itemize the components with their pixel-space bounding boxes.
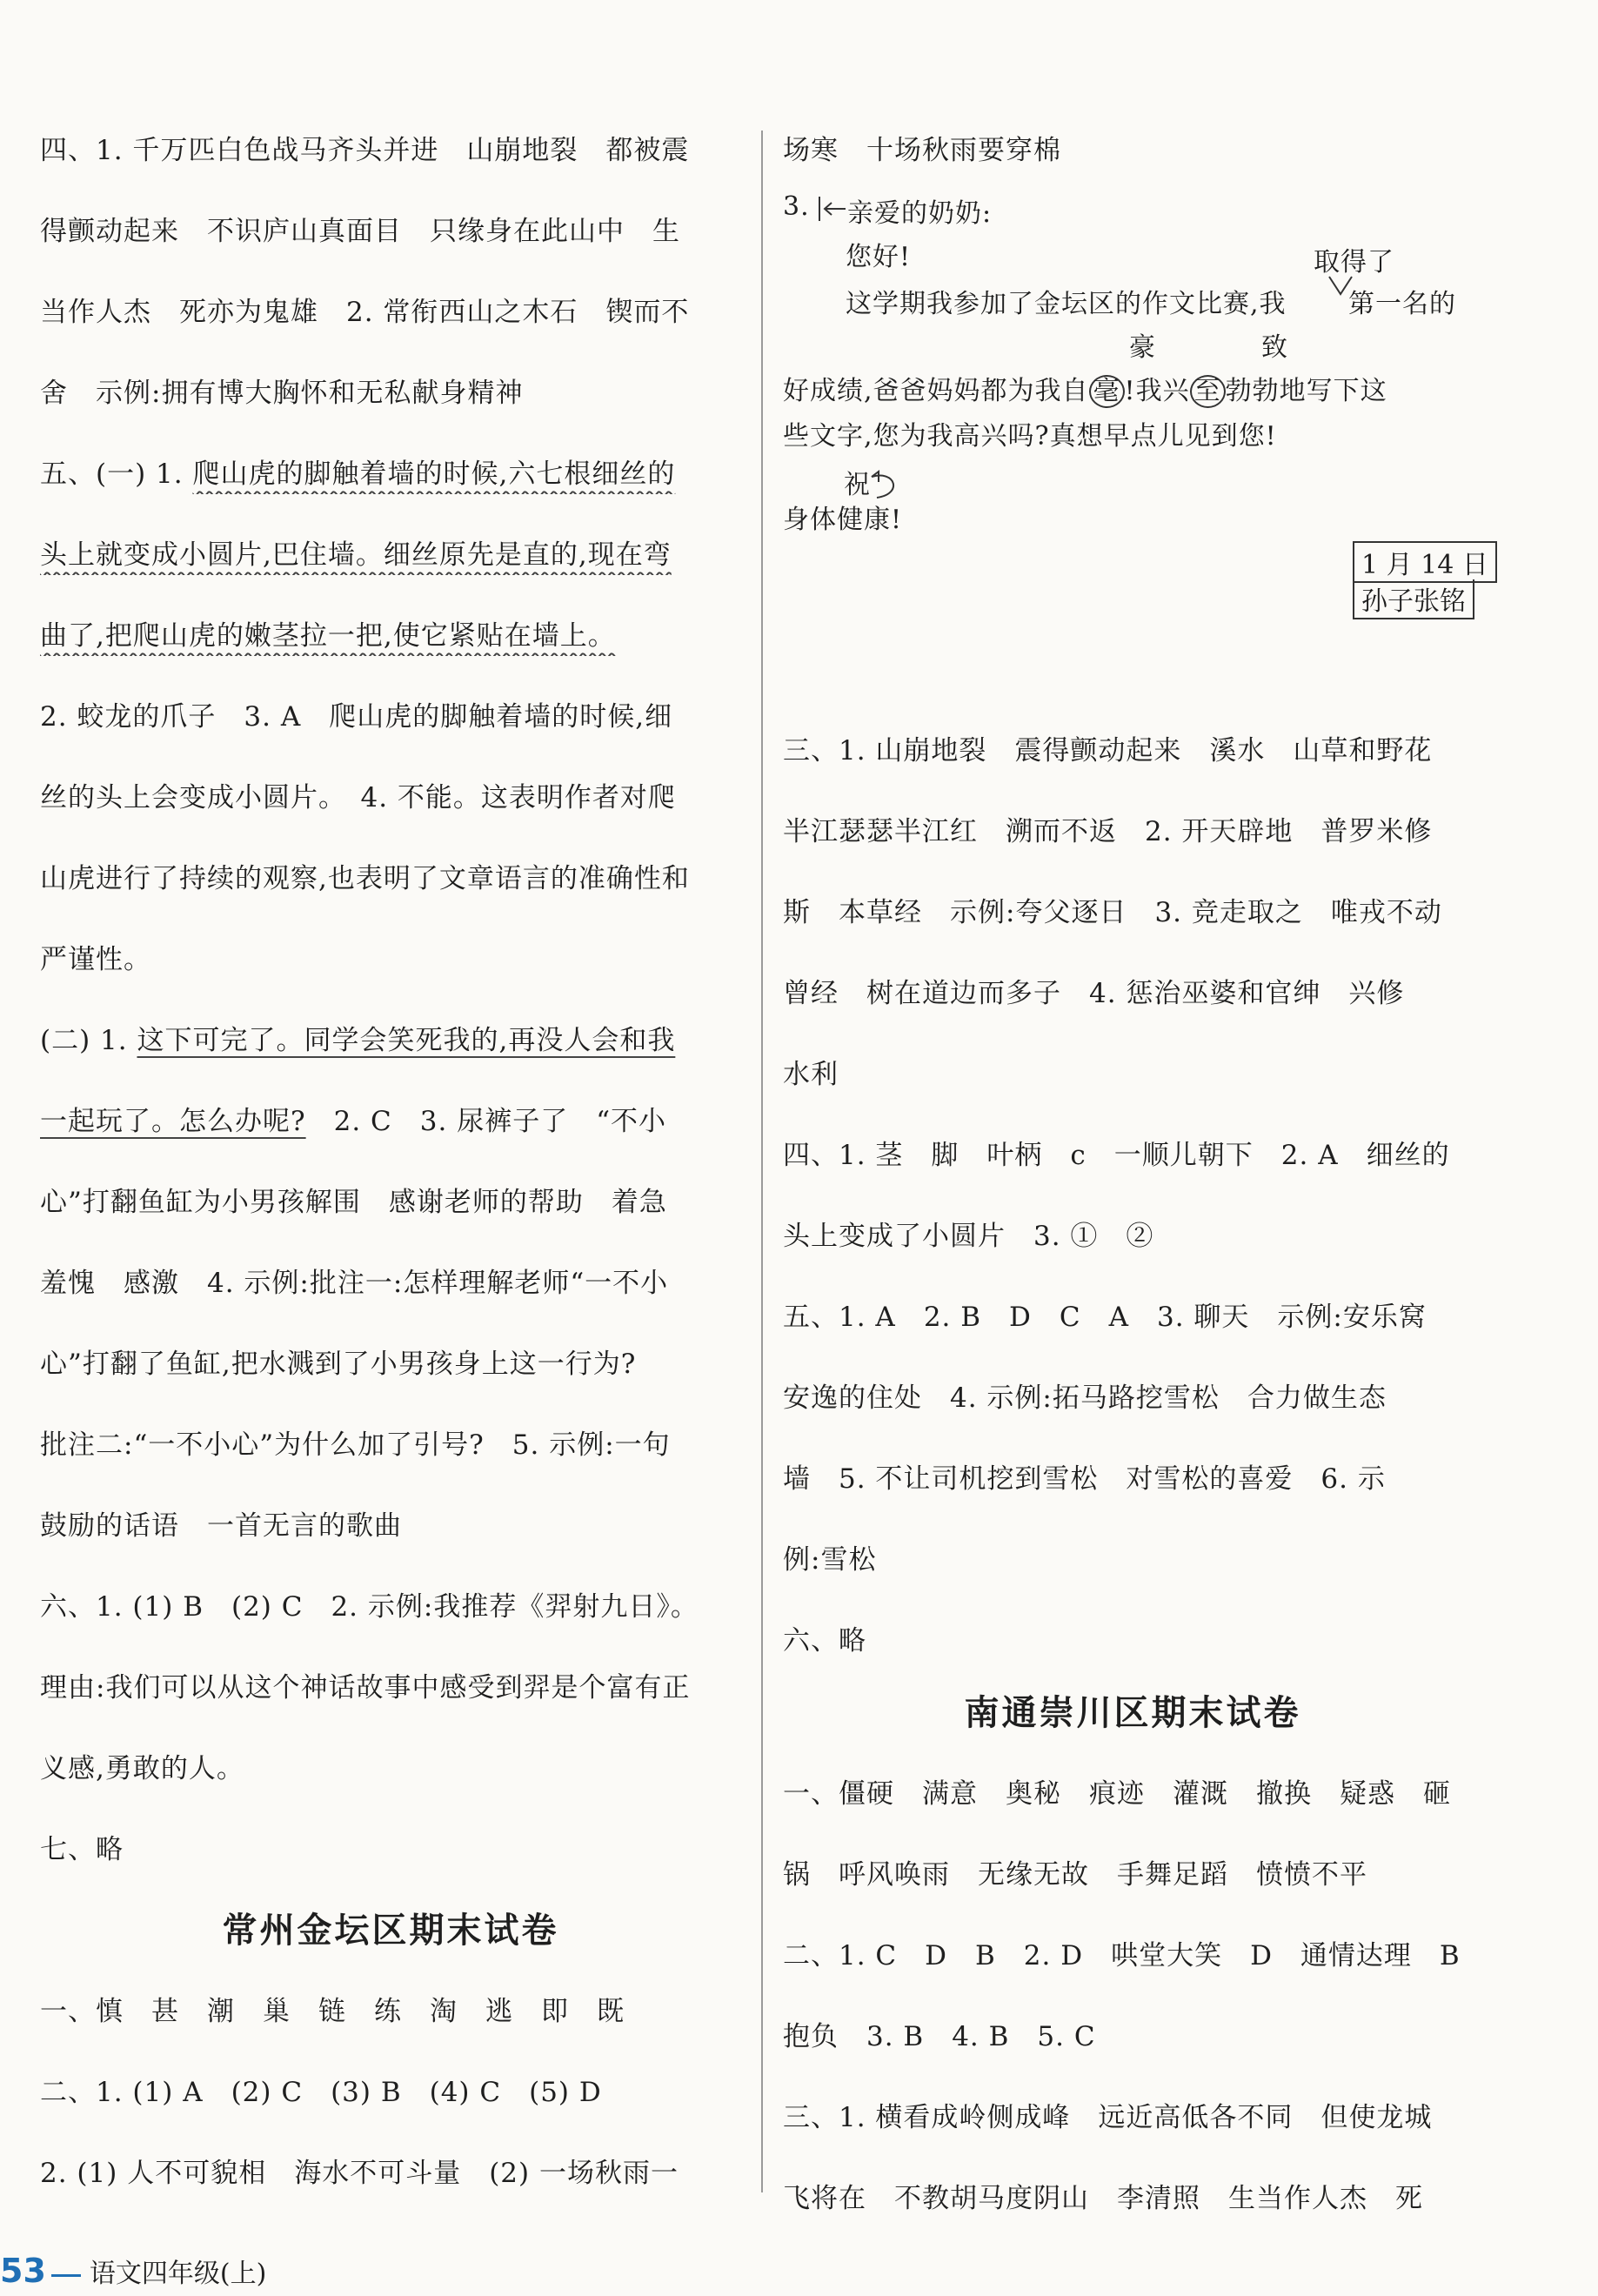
underlined-text: 一起玩了。怎么办呢? — [40, 1106, 306, 1137]
answer-line: 心”打翻鱼缸为小男孩解围 感谢老师的帮助 着急 — [40, 1187, 667, 1218]
answer-line: 义感,勇敢的人。 — [40, 1753, 244, 1784]
footer-subject: 语文四年级(上) — [89, 2259, 267, 2289]
letter-greeting: 亲爱的奶奶: — [847, 198, 993, 229]
answer-line: 丝的头上会变成小圆片。 4. 不能。这表明作者对爬 — [40, 782, 676, 813]
section-heading: 南通崇川区期末试卷 — [964, 1693, 1301, 1733]
answer-line: 得颤动起来 不识庐山真面目 只缘身在此山中 生 — [40, 216, 680, 247]
answer-line: 例:雪松 — [783, 1544, 877, 1576]
answer-line: 二、1. C D B 2. D 哄堂大笑 D 通情达理 B — [783, 1940, 1461, 1971]
letter-date: 1 月 14 日 — [1353, 541, 1497, 583]
answer-line: 四、1. 千万匹白色战马齐头并进 山崩地裂 都被震 — [40, 135, 690, 166]
page-number: 53 — [0, 2252, 46, 2290]
answer-line: 心”打翻了鱼缸,把水溅到了小男孩身上这一行为? — [40, 1349, 637, 1380]
wavy-underlined-text: 爬山虎的脚触着墙的时候,六七根细丝的 — [192, 459, 676, 490]
left-column — [40, 131, 741, 2234]
answer-line: 四、1. 茎 脚 叶柄 c 一顺儿朝下 2. A 细丝的 — [783, 1140, 1450, 1171]
column-divider — [761, 131, 763, 2192]
answer-line: 斯 本草经 示例:夸父逐日 3. 竞走取之 唯戎不动 — [783, 897, 1442, 928]
answer-line: 场寒 十场秋雨要穿棉 — [783, 135, 1061, 166]
question-number: 3. — [783, 191, 810, 222]
answer-line: 二、1. (1) A (2) C (3) B (4) C (5) D — [40, 2077, 602, 2108]
answer-line: 三、1. 横看成岭侧成峰 远近高低各不同 但使龙城 — [783, 2102, 1433, 2133]
wavy-underlined-line: 曲了,把爬山虎的嫩茎拉一把,使它紧贴在墙上。 — [40, 620, 616, 652]
answer-line: 七、略 — [40, 1834, 124, 1865]
answer-line: (二) 1. 这下可完了。同学会笑死我的,再没人会和我 — [40, 1025, 676, 1056]
letter-body: 些文字,您为我高兴吗?真想早点儿见到您! — [783, 421, 1277, 452]
answer-line: 五、(一) 1. 爬山虎的脚触着墙的时候,六七根细丝的 — [40, 459, 676, 490]
correction-mark: 致 — [1261, 332, 1288, 363]
answer-line: 2. 蛟龙的爪子 3. A 爬山虎的脚触着墙的时候,细 — [40, 701, 673, 733]
answer-line: 飞将在 不教胡马度阴山 李清照 生当作人杰 死 — [783, 2183, 1423, 2214]
letter-signature: 孙子张铭 — [1353, 579, 1474, 619]
answer-line: 一、慎 甚 潮 巢 链 练 淘 逃 即 既 — [40, 1996, 625, 2027]
answer-line: 一起玩了。怎么办呢? 2. C 3. 尿裤子了 “不小 — [40, 1106, 667, 1137]
answer-line: 水利 — [783, 1059, 839, 1090]
answer-line: 六、略 — [783, 1625, 866, 1657]
circled-char: 至 — [1190, 375, 1226, 408]
letter-hello: 您好! — [846, 242, 912, 272]
answer-line: 理由:我们可以从这个神话故事中感受到羿是个富有正 — [40, 1672, 691, 1704]
page-footer — [0, 2250, 266, 2292]
answer-line: 鼓励的话语 一首无言的歌曲 — [40, 1510, 402, 1542]
letter-body: 第一名的 — [1348, 289, 1456, 319]
circled-char: 毫 — [1089, 375, 1125, 408]
answer-line: 锅 呼风唤雨 无缘无故 手舞足蹈 愤愤不平 — [783, 1859, 1367, 1891]
section-heading: 常州金坛区期末试卷 — [222, 1911, 559, 1951]
letter-correction-block — [783, 191, 1488, 731]
answer-line: 抱负 3. B 4. B 5. C — [783, 2021, 1096, 2052]
answer-line: 羞愧 感激 4. 示例:批注一:怎样理解老师“一不小 — [40, 1268, 669, 1299]
footer-dash — [51, 2274, 81, 2277]
wavy-underlined-line: 头上就变成小圆片,巴住墙。细丝原先是直的,现在弯 — [40, 539, 672, 571]
answer-line: 批注二:“一不小心”为什么加了引号? 5. 示例:一句 — [40, 1429, 671, 1461]
right-column — [783, 131, 1488, 2259]
answer-line: 墙 5. 不让司机挖到雪松 对雪松的喜爱 6. 示 — [783, 1463, 1386, 1495]
letter-closing: 身体健康! — [783, 505, 903, 535]
answer-line: 严谨性。 — [40, 944, 151, 975]
correction-mark: 豪 — [1129, 332, 1156, 363]
letter-closing: 祝 — [844, 470, 871, 500]
answer-line: 安逸的住处 4. 示例:拓马路挖雪松 合力做生态 — [783, 1382, 1387, 1414]
move-left-mark-icon — [816, 195, 847, 223]
answer-line: 舍 示例:拥有博大胸怀和无私献身精神 — [40, 378, 524, 409]
letter-body: 这学期我参加了金坛区的作文比赛,我 — [846, 289, 1287, 319]
answer-line: 头上变成了小圆片 3. ① ② — [783, 1221, 1154, 1252]
answer-line: 三、1. 山崩地裂 震得颤动起来 溪水 山草和野花 — [783, 735, 1433, 766]
answer-line: 山虎进行了持续的观察,也表明了文章语言的准确性和 — [40, 863, 690, 894]
answer-line: 六、1. (1) B (2) C 2. 示例:我推荐《羿射九日》。 — [40, 1591, 699, 1623]
answer-line: 一、僵硬 满意 奥秘 痕迹 灌溉 撤换 疑惑 砸 — [783, 1778, 1451, 1810]
answer-line: 五、1. A 2. B D C A 3. 聊天 示例:安乐窝 — [783, 1302, 1427, 1333]
underlined-text: 这下可完了。同学会笑死我的,再没人会和我 — [137, 1025, 676, 1056]
letter-body: 好成绩,爸爸妈妈都为我自 毫 !我兴 至 勃勃地写下这 — [783, 376, 1387, 406]
insert-text: 取得了 — [1314, 247, 1394, 278]
answer-line: 半江瑟瑟半江红 溯而不返 2. 开天辟地 普罗米修 — [783, 816, 1433, 847]
answer-line: 曾经 树在道边而多子 4. 惩治巫婆和官绅 兴修 — [783, 978, 1405, 1009]
answer-line: 2. (1) 人不可貌相 海水不可斗量 (2) 一场秋雨一 — [40, 2158, 679, 2189]
answer-line: 当作人杰 死亦为鬼雄 2. 常衔西山之木石 锲而不 — [40, 297, 690, 328]
